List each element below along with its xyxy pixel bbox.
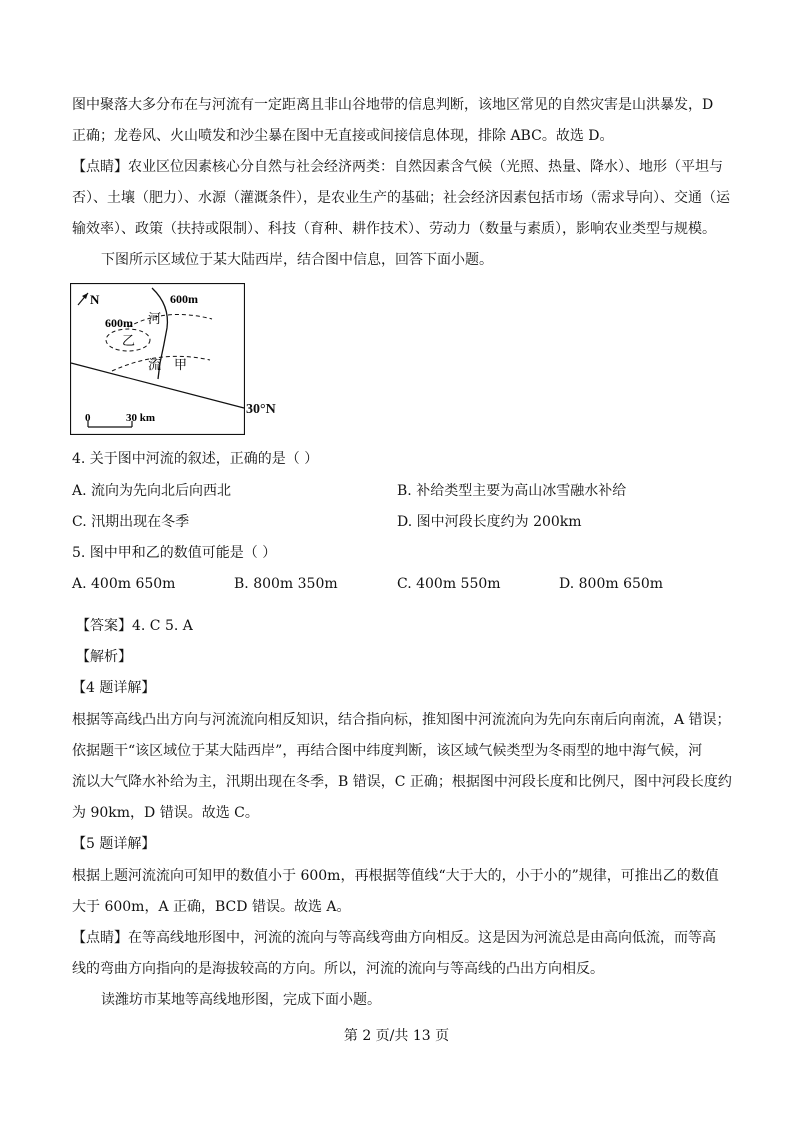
q5-option-d: D. 800m 650m <box>559 576 664 592</box>
question-4-stem: 4. 关于图中河流的叙述，正确的是（ ） <box>72 451 319 467</box>
detail-5-line: 根据上题河流流向可知甲的数值小于 600m，再根据等值线“大于大的，小于小的”规律，可推出乙的数值 <box>72 868 719 884</box>
answer-line: 【答案】4. C 5. A <box>76 618 193 634</box>
tip-line: 否）、土壤（肥力）、水源（灌溉条件），是农业生产的基础；社会经济因素包括市场（需求导向）、交通（运 <box>72 190 730 206</box>
tip-2-line: 线的弯曲方向指向的是海拔较高的方向。所以，河流的流向与等高线的凸出方向相反。 <box>72 961 604 977</box>
next-question-intro: 读潍坊市某地等高线地形图，完成下面小题。 <box>101 992 381 1008</box>
paragraph-line: 正确；龙卷风、火山喷发和沙尘暴在图中无直接或间接信息体现，排除 ABC。故选 D。 <box>72 128 614 144</box>
q4-option-a: A. 流向为先向北后向西北 <box>72 483 232 499</box>
q4-option-d: D. 图中河段长度约为 200km <box>397 514 582 530</box>
river-char-he: 河 <box>148 312 162 327</box>
latitude-label: 30°N <box>246 402 276 417</box>
tip-line: 【点睛】农业区位因素核心分自然与社会经济两类：自然因素含气候（光照、热量、降水）、地形（平坦与 <box>72 159 723 175</box>
question-intro: 下图所示区域位于某大陆西岸，结合图中信息，回答下面小题。 <box>101 252 493 268</box>
detail-4-line: 根据等高线凸出方向与河流流向相反知识，结合指向标，推知图中河流流向为先向东南后向南流，A 错误； <box>72 712 731 728</box>
yi-label: 乙 <box>122 334 136 349</box>
scale-zero: 0 <box>85 412 91 424</box>
q4-option-c: C. 汛期出现在冬季 <box>72 514 190 530</box>
q5-option-a: A. 400m 650m <box>72 576 176 592</box>
contour-map <box>70 283 245 435</box>
paragraph-line: 图中聚落大多分布在与河流有一定距离且非山谷地带的信息判断，该地区常见的自然灾害是山洪暴发，D <box>72 97 714 113</box>
q4-option-b: B. 补给类型主要为高山冰雪融水补给 <box>397 483 627 499</box>
contour-label-left: 600m <box>105 316 133 330</box>
detail-4-line: 依据题干“该区域位于某大陆西岸”，再结合图中纬度判断，该区域气候类型为冬雨型的地中海气候，河 <box>72 743 703 759</box>
detail-5-title: 【5 题详解】 <box>72 836 156 852</box>
analysis-heading: 【解析】 <box>76 649 132 665</box>
detail-4-line: 为 90km，D 错误。故选 C。 <box>72 805 259 821</box>
scale-distance: 30 km <box>126 412 156 424</box>
detail-5-line: 大于 600m，A 正确，BCD 错误。故选 A。 <box>72 899 351 915</box>
jia-label: 甲 <box>174 358 188 373</box>
detail-4-title: 【4 题详解】 <box>72 680 156 696</box>
river-char-liu: 流 <box>148 358 162 373</box>
question-5-stem: 5. 图中甲和乙的数值可能是（ ） <box>72 545 277 561</box>
tip-line: 输效率）、政策（扶持或限制）、科技（育种、耕作技术）、劳动力（数量与素质），影响农业类型与规模。 <box>72 221 716 237</box>
page-footer: 第 2 页/共 13 页 <box>343 1028 450 1044</box>
contour-label-top: 600m <box>170 292 198 306</box>
north-label: N <box>90 292 100 307</box>
tip-2-line: 【点睛】在等高线地形图中，河流的流向与等高线弯曲方向相反。这是因为河流总是由高向低流，而等高 <box>72 930 716 946</box>
q5-option-c: C. 400m 550m <box>397 576 501 592</box>
q5-option-b: B. 800m 350m <box>234 576 338 592</box>
detail-4-line: 流以大气降水补给为主，汛期出现在冬季，B 错误，C 正确；根据图中河段长度和比例尺，图中河段长度约 <box>72 774 732 790</box>
